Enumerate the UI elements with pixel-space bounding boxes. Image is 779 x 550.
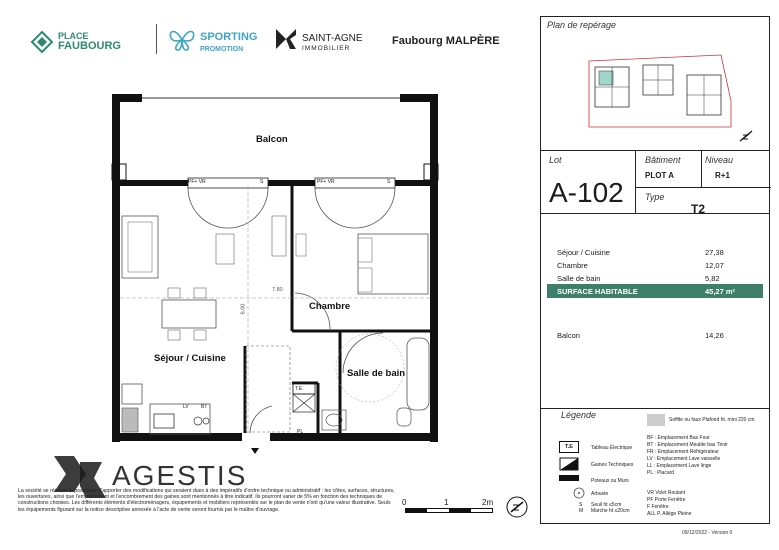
surface-row-sdb <box>557 274 753 283</box>
legend-code2-1: PF Porte Fenêtre <box>647 497 686 503</box>
legend-code2-2: F Fenêtre <box>647 504 669 510</box>
agestis-wordmark: AGESTIS <box>112 460 248 491</box>
legend-code-0: BF : Emplacement Bas Four <box>647 435 710 441</box>
legend-seuil: Seuil ht ≤5cm <box>591 502 622 508</box>
legend-code2-0: VR Volet Roulant <box>647 490 686 496</box>
surface-name: Salle de bain <box>557 274 601 283</box>
surface-name: Chambre <box>557 261 588 270</box>
plan-walls <box>112 94 438 442</box>
logo-saintagne-line1: SAINT-AGNE <box>302 33 363 44</box>
balcon-name: Balcon <box>557 331 580 340</box>
surface-row-chambre <box>557 261 753 270</box>
surface-value: 5,82 <box>705 274 720 283</box>
window-label-left: PF+ VR <box>188 179 206 185</box>
header <box>0 0 540 70</box>
surface-value: 27,38 <box>705 248 724 257</box>
niveau-value: R+1 <box>715 171 730 180</box>
scale-bar <box>405 508 493 514</box>
plan-reperage-label: Plan de repérage <box>547 20 617 30</box>
legend-arbuste: Arbuste <box>591 491 609 497</box>
appliance-lv: LV <box>183 404 189 410</box>
logo-divider <box>156 24 157 54</box>
place-faubourg-logo-icon <box>30 30 54 54</box>
lot-label: Lot <box>549 155 562 165</box>
logo-place-line2: FAUBOURG <box>58 40 121 52</box>
disclaimer-text: La société se réserve la possibilité d'apporter des modifications qui seraient dues à des impératifs d'ordre technique ou administratif : les côtes, surfaces, structures, les ouvertures, ainsi que l'emplacement et l'encombrement des gaines sont mentionnés à titre indicatif. Ils pourront varier de 5% en fonction des techniques de constructions choisies. Les différents éléments d'électroménagers, équipements et mobiliers représentés sur le plan de vente n'ont qu'une valeur illustrative. Seuls les équipements figurant sur la notice descriptive annexée à l'acte de vente seront fournis par le maître d'ouvrage. <box>18 488 395 513</box>
surface-habitable-label: SURFACE HABITABLE <box>557 287 638 296</box>
legend-code-1: BT : Emplacement Meuble bas Tiroir <box>647 442 728 448</box>
logo-sporting-line2: PROMOTION <box>200 46 244 53</box>
legend-poteaux: Poteaux ou Murs <box>591 478 629 484</box>
surface-habitable-bar <box>547 284 763 298</box>
window-s-left: S <box>260 179 264 185</box>
legend-te: Tableau Électrique <box>591 445 633 451</box>
surface-row-balcon <box>557 331 753 340</box>
north-arrow-icon <box>505 495 529 519</box>
appliance-bt: BT <box>201 404 208 410</box>
legend-code-2: FR : Emplacement Réfrigérateur <box>647 449 719 455</box>
legend-poteaux-swatch <box>559 475 579 481</box>
room-label-salle-de-bain: Salle de bain <box>347 368 406 379</box>
legend-code-3: LV : Emplacement Lave vaisselle <box>647 456 721 462</box>
room-label-sejour: Séjour / Cuisine <box>154 353 226 364</box>
window-s-right: S <box>387 179 391 185</box>
project-name: Faubourg MALPÈRE <box>392 35 500 47</box>
dimension-vertical: 6.00 <box>240 303 247 315</box>
legend-soffite: Soffite ou faux Plafond ht. mini 220 cm <box>669 417 755 423</box>
window-label-right: PF+ VR <box>317 179 335 185</box>
north-arrow-small-icon <box>737 127 755 145</box>
legend-arbuste-icon <box>573 487 585 499</box>
surface-value: 12,07 <box>705 261 724 270</box>
placard-label: PL <box>297 429 304 435</box>
batiment-label: Bâtiment <box>645 155 681 165</box>
scale-0: 0 <box>402 498 407 507</box>
scale-1: 1 <box>444 498 449 507</box>
room-label-balcon: Balcon <box>256 134 288 145</box>
saint-agne-logo-icon <box>273 26 299 52</box>
legend-gaines: Gaines Techniques <box>591 462 634 468</box>
legend-title: Légende <box>561 410 597 420</box>
legend-code2-3: ALL P. Allège Pleine <box>647 511 692 517</box>
date-version: 09/12/2022 - Version 0 <box>682 530 733 536</box>
butterfly-logo-icon <box>168 28 196 52</box>
type-label: Type <box>645 192 665 202</box>
legend-te-box: T.E <box>559 441 579 453</box>
legend-marche: Marche ht ≤20cm <box>591 508 630 514</box>
scale-2: 2m <box>482 498 494 507</box>
logo-place-line1: PLACE <box>58 31 89 41</box>
logo-sporting-line1: SPORTING <box>200 31 258 43</box>
lot-value: A-102 <box>549 177 624 208</box>
legend-soffite-swatch <box>647 414 665 426</box>
surface-habitable-value: 45,27 m² <box>705 287 736 296</box>
balcon-value: 14,26 <box>705 331 724 340</box>
type-value: T2 <box>691 202 706 216</box>
legend-gaines-icon <box>559 457 579 471</box>
batiment-value: PLOT A <box>645 171 675 180</box>
surface-row-sejour <box>557 248 753 257</box>
legend-code-5: PL : Placard <box>647 470 675 476</box>
surface-name: Séjour / Cuisine <box>557 248 610 257</box>
info-panel <box>540 16 770 524</box>
dimension-horizontal: 7.80 <box>272 287 283 293</box>
legend-s: S <box>579 502 583 508</box>
legend-code-4: LL : Emplacement Lave linge <box>647 463 712 469</box>
niveau-label: Niveau <box>705 155 734 165</box>
logo-saintagne-line2: IMMOBILIER <box>302 45 351 52</box>
te-label: T.E. <box>295 386 304 392</box>
location-map <box>581 51 771 131</box>
legend-m: M <box>579 508 584 514</box>
room-label-chambre: Chambre <box>309 301 351 312</box>
